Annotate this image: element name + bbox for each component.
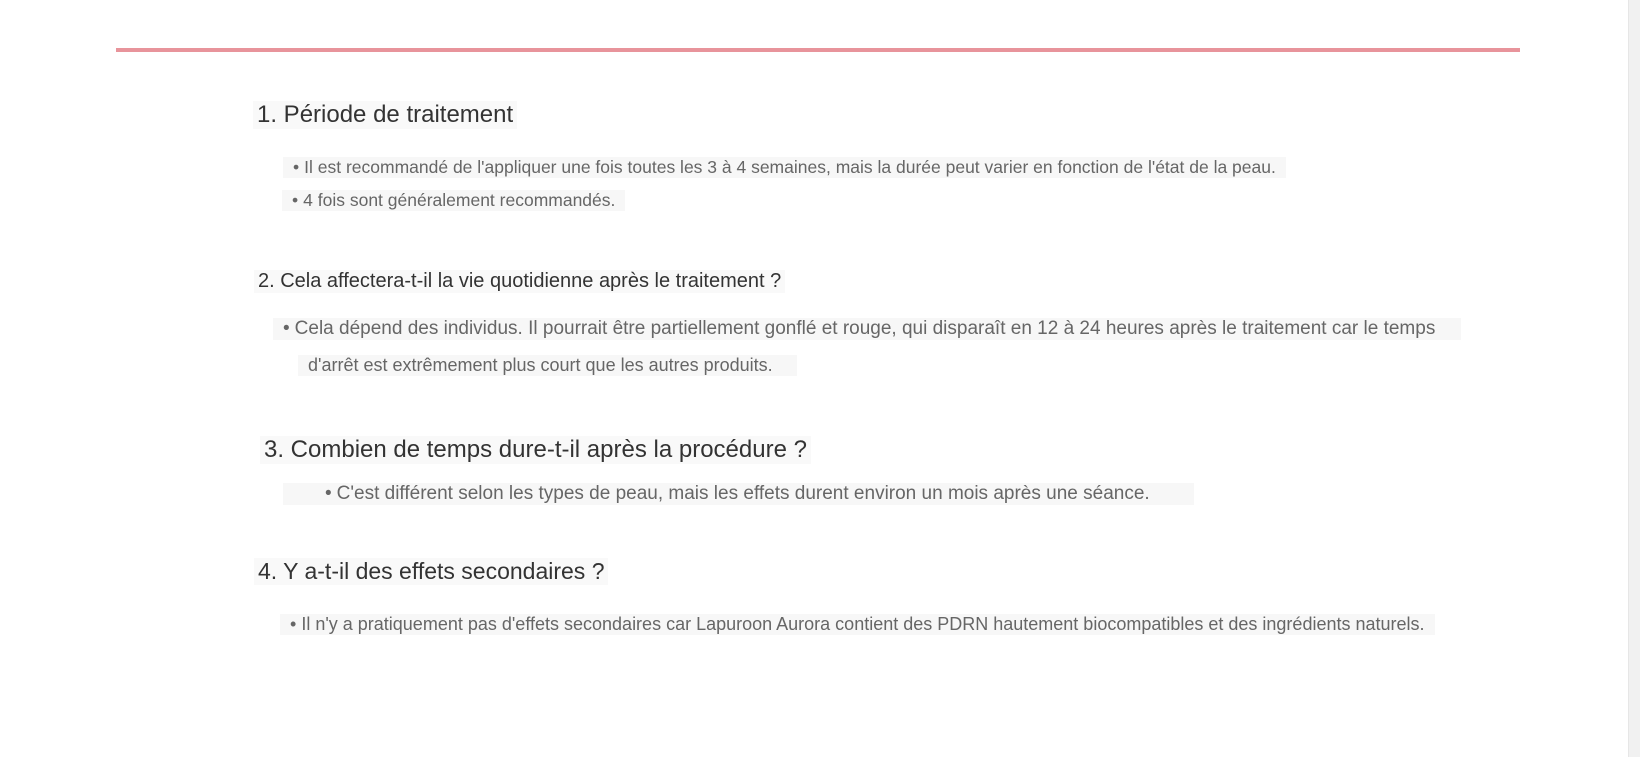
section-4-heading: 4. Y a-t-il des effets secondaires ? (254, 558, 608, 585)
section-3-heading: 3. Combien de temps dure-t-il après la procédure ? (260, 436, 811, 464)
bullet-icon: • (283, 318, 290, 339)
section-2-bullet-continuation: d'arrêt est extrêmement plus court que les autres produits. (298, 355, 797, 376)
section-2-heading: 2. Cela affectera-t-il la vie quotidienne après le traitement ? (254, 270, 785, 293)
section-1-bullet-2 (282, 190, 625, 211)
bullet-text: Il n'y a pratiquement pas d'effets secondaires car Lapuroon Aurora contient des PDRN hautement biocompatibles et des ingrédients naturels. (301, 614, 1425, 634)
bullet-text: C'est différent selon les types de peau, mais les effets durent environ un mois après une séance. (336, 483, 1150, 504)
section-1-heading: 1. Période de traitement (253, 101, 517, 129)
bullet-icon: • (325, 483, 332, 504)
section-4-bullet-1 (280, 614, 1435, 635)
section-2-bullet-1 (273, 318, 1461, 340)
header-divider-line (116, 48, 1520, 52)
section-3-bullet-1 (283, 483, 1194, 505)
vertical-scrollbar[interactable] (1628, 0, 1640, 757)
bullet-text: Cela dépend des individus. Il pourrait être partiellement gonflé et rouge, qui disparaît en 12 à 24 heures après le traitement car le temps (294, 318, 1436, 339)
bullet-text: Il est recommandé de l'appliquer une fois toutes les 3 à 4 semaines, mais la durée peut varier en fonction de l'état de la peau. (304, 157, 1276, 177)
bullet-icon: • (293, 157, 300, 177)
bullet-icon: • (292, 190, 299, 210)
section-1-bullet-1 (283, 157, 1286, 178)
bullet-text: 4 fois sont généralement recommandés. (303, 190, 616, 210)
bullet-icon: • (290, 614, 297, 634)
